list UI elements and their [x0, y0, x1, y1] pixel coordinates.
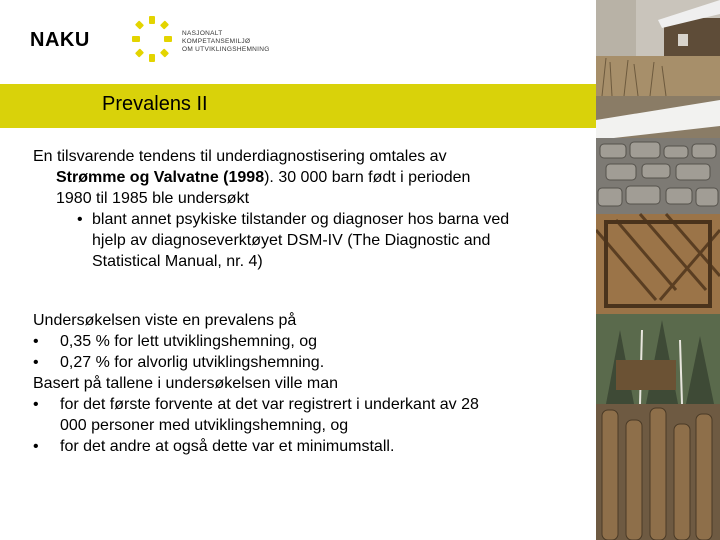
list-item-minimum-text: for det andre at også dette var et minimumstall. — [60, 438, 395, 455]
sub-bullet-line3: Statistical Manual, nr. 4) — [92, 253, 263, 270]
list-item-minimum — [33, 436, 581, 457]
para1-line3: 1980 til 1985 ble undersøkt — [56, 190, 250, 207]
logo-subtitle-line1: NASJONALT KOMPETANSEMILJØ — [182, 30, 251, 45]
para1-authors-citation: Strømme og Valvatne (1998 — [56, 169, 265, 186]
list-item-mild-text: 0,35 % for lett utviklingshemning, og — [60, 333, 318, 350]
logo-wordmark: NAKU — [30, 29, 90, 51]
bullet-icon: • — [33, 354, 39, 371]
photo-strip-image — [596, 0, 720, 540]
bullet-icon: • — [33, 333, 39, 350]
naku-logo — [30, 14, 270, 66]
para1-rest-text: ). 30 000 barn født i perioden — [264, 169, 471, 186]
paragraph-prevalence — [33, 310, 581, 457]
list-item-severe — [33, 352, 581, 373]
logo-subtitle-line2: OM UTVIKLINGSHEMNING — [182, 46, 270, 53]
bullet-icon: • — [77, 211, 83, 228]
list-item-expected-line2: 000 personer med utviklingshemning, og — [60, 417, 349, 434]
list-item-expected-registered — [33, 394, 581, 436]
bullet-icon: • — [33, 396, 39, 413]
para1-start-text: En tilsvarende tendens til underdiagnostisering omtales av — [33, 148, 447, 165]
logo-subtitle — [182, 30, 270, 54]
sub-bullet-line2: hjelp av diagnoseverktøyet DSM-IV (The Diagnostic and — [92, 232, 491, 249]
para1-line1 — [33, 146, 581, 167]
bullet-icon: • — [33, 438, 39, 455]
para1-line2 — [33, 167, 581, 188]
sub-bullet-line1: blant annet psykiske tilstander og diagnoser hos barna ved — [92, 211, 510, 228]
list-item-mild — [33, 331, 581, 352]
list-item-expected-line1: for det første forvente at det var registrert i underkant av 28 — [60, 396, 479, 413]
title-band — [0, 84, 596, 128]
sun-logo-icon — [130, 14, 174, 66]
sub-bullet-dsm — [33, 209, 581, 272]
list-item-severe-text: 0,27 % for alvorlig utviklingshemning. — [60, 354, 325, 371]
paragraph-underdiagnosis — [33, 146, 581, 272]
para2-intro: Undersøkelsen viste en prevalens på — [33, 312, 297, 329]
para3-intro: Basert på tallene i undersøkelsen ville man — [33, 375, 339, 392]
slide-title: Prevalens II — [102, 93, 208, 115]
